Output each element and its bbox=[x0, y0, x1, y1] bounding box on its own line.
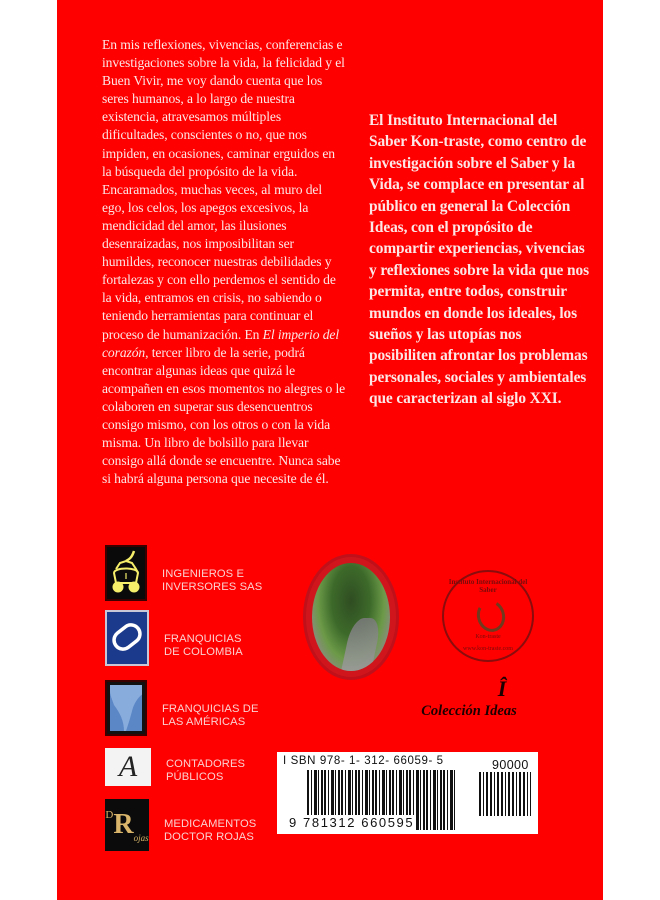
sponsor-label: MEDICAMENTOS DOCTOR ROJAS bbox=[164, 818, 257, 843]
isbn-label: I SBN 978- 1- 312- 66059- 5 bbox=[283, 755, 444, 767]
sponsor-medicamentos-doctor-rojas bbox=[105, 799, 256, 851]
sponsor-label: FRANQUICIAS DE COLOMBIA bbox=[164, 633, 243, 658]
sponsor-franquicias-americas bbox=[105, 680, 259, 736]
barcode-addon-bars bbox=[479, 772, 531, 816]
author-blurb bbox=[102, 36, 347, 488]
path-shape bbox=[340, 618, 383, 671]
author-blurb-text-2: , tercer libro de la serie, podrá encontrar algunas ideas que quizá le acompañen en esos momentos no alegres o le colaboren en superar sus desencuentros consigo mismo, con los otros o con la vida misma. Un libro de bolsillo para llevar consigo allá donde se encuentre. Nunca sabe si habrá alguna persona que necesite de él. bbox=[102, 344, 346, 487]
institute-blurb: El Instituto Internacional del Saber Kon-traste, como centro de investigación sobre el Saber y la Vida, se complace en presentar al público en general la Colección Ideas, con el propósito de compartir experiencias, vivencias y reflexiones sobre la vida que nos permita, entre todos, construir mundos en donde los ideales, los sueños y las utopías nos posibiliten afrontar los problemas personales, sociales y ambientales que caracterizan al siglo XXI. bbox=[369, 112, 589, 408]
author-blurb-text-1: En mis reflexiones, vivencias, conferencias e investigaciones sobre la vida, la felicidad y el Buen Vivir, me voy dando cuenta que los seres humanos, a lo largo de nuestra existencia, atravesamos múltiples dificultades, conscientes o no, que nos impiden, en ocasiones, caminar erguidos en la búsqueda del propósito de la vida. Encaramados, muchas veces, al muro del ego, los celos, los apegos excesivos, la mendicidad del amor, las ilusiones desenraizadas, nos imposibilitan ser humildes, reconocer nuestras debilidades y fortalezas y con ello perdemos el sentido de la vida, entramos en crisis, no sabiendo o teniendo herramientas para continuar el proceso de humanización. En bbox=[102, 37, 345, 342]
sponsor-label: FRANQUICIAS DE LAS AMÉRICAS bbox=[162, 703, 259, 728]
collection-title: Colección Ideas bbox=[421, 703, 517, 719]
sponsor-label: INGENIEROS E INVERSORES SAS bbox=[162, 568, 263, 593]
book-title: El imperio del corazón bbox=[102, 326, 340, 360]
sponsor-franquicias-colombia bbox=[105, 610, 243, 666]
sponsor-ingenieros-inversores bbox=[105, 545, 262, 601]
isbn-digits: 9 781312 660595 bbox=[289, 815, 415, 830]
isbn-price-addon: 90000 bbox=[492, 758, 529, 772]
forest-path-photo bbox=[312, 563, 390, 671]
franchise-ring-icon bbox=[105, 610, 149, 666]
engineer-glasses-icon bbox=[105, 545, 147, 601]
book-back-cover bbox=[57, 0, 603, 900]
seal-emblem-icon bbox=[473, 597, 508, 635]
dr-rojas-icon: D R ojas bbox=[105, 799, 149, 851]
sponsor-label: CONTADORES PÚBLICOS bbox=[166, 758, 246, 783]
south-america-map-icon bbox=[105, 680, 147, 736]
collection-mark-icon: Î bbox=[497, 676, 507, 701]
isbn-barcode bbox=[277, 752, 538, 834]
accountants-a-icon: A bbox=[105, 748, 151, 786]
institute-seal-logo: Instituto Internacional del Saber Kon-traste www.kon-traste.com bbox=[442, 570, 534, 662]
sponsor-contadores-publicos bbox=[105, 748, 245, 786]
